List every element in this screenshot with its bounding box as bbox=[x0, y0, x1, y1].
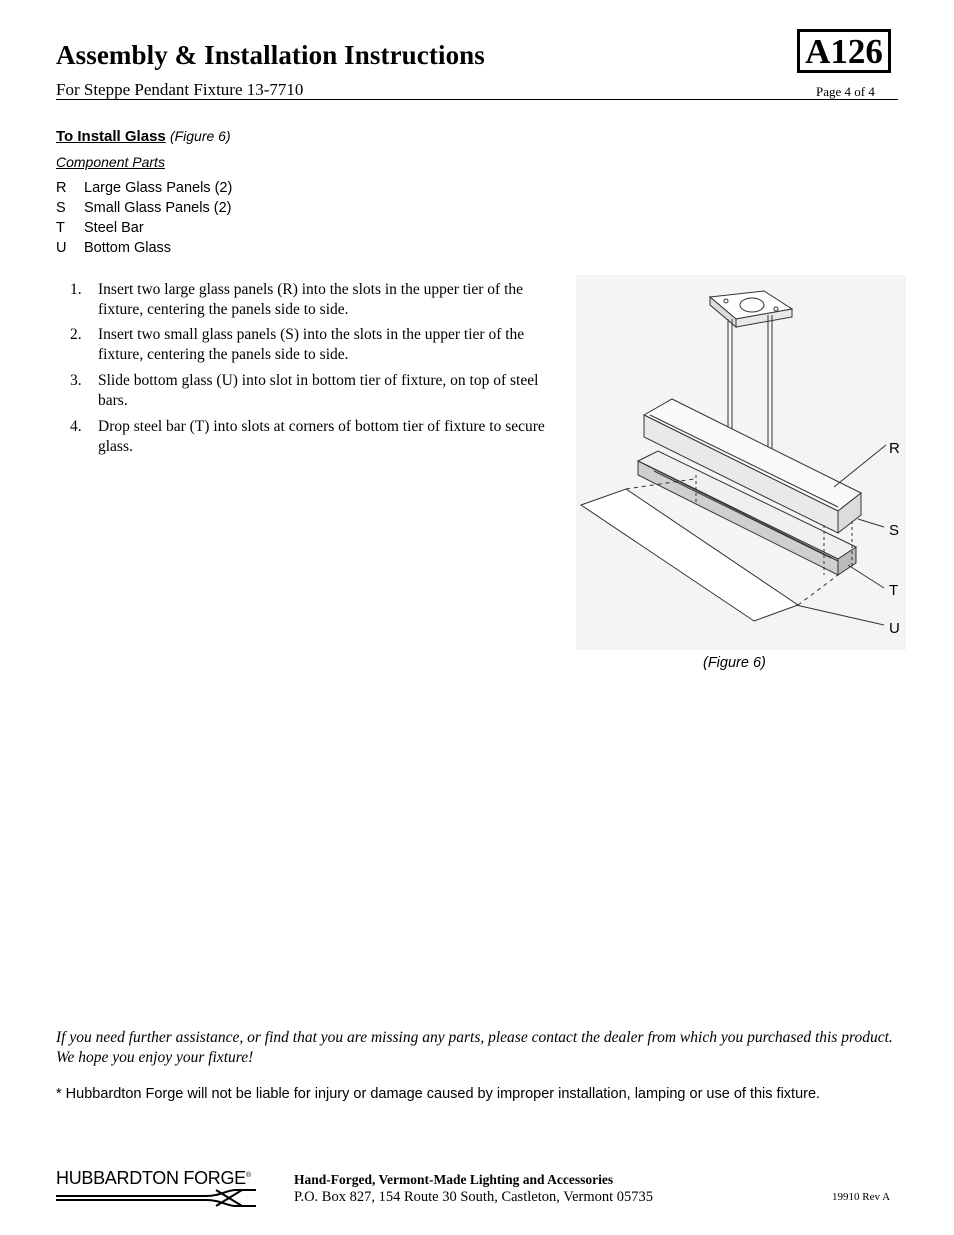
figure-label-U: U bbox=[889, 620, 900, 637]
step-number: 2. bbox=[70, 326, 82, 343]
part-item bbox=[56, 200, 231, 216]
part-label: Large Glass Panels (2) bbox=[84, 180, 233, 196]
part-key: T bbox=[56, 220, 65, 236]
hubbardton-forge-logo bbox=[56, 1168, 262, 1208]
figure-label-T: T bbox=[889, 582, 899, 599]
footer-address: P.O. Box 827, 154 Route 30 South, Castleton, Vermont 05735 bbox=[294, 1189, 654, 1205]
figure-label-R: R bbox=[889, 440, 900, 457]
page-number: Page 4 of 4 bbox=[816, 84, 875, 99]
assistance-note: If you need further assistance, or find that you are missing any parts, please contact the dealer from which you purchased this product. We hope you enjoy your fixture! bbox=[56, 1029, 893, 1066]
part-label: Steel Bar bbox=[84, 220, 144, 236]
instruction-step bbox=[70, 325, 554, 364]
part-item bbox=[56, 240, 171, 256]
logo-wordmark: HUBBARDTON FORGE® bbox=[56, 1168, 251, 1188]
part-item bbox=[56, 220, 144, 236]
header-divider bbox=[56, 99, 898, 100]
step-number: 3. bbox=[70, 372, 82, 389]
part-label: Small Glass Panels (2) bbox=[84, 200, 232, 216]
part-key: R bbox=[56, 180, 67, 196]
figure-6-illustration bbox=[576, 275, 906, 650]
instruction-step bbox=[70, 280, 554, 319]
step-text: Insert two large glass panels (R) into the slots in the upper tier of the fixture, centering the panels side to side. bbox=[98, 281, 524, 318]
instruction-step bbox=[70, 371, 554, 410]
instruction-step bbox=[70, 417, 554, 456]
part-label: Bottom Glass bbox=[84, 240, 172, 256]
section-figure-ref: (Figure 6) bbox=[169, 128, 231, 144]
step-number: 4. bbox=[70, 418, 82, 435]
figure-label-S: S bbox=[889, 522, 900, 539]
component-parts-heading: Component Parts bbox=[56, 154, 165, 170]
figure-caption: (Figure 6) bbox=[703, 655, 766, 671]
document-revision: 19910 Rev A bbox=[832, 1191, 891, 1203]
tongs-icon bbox=[56, 1168, 262, 1208]
page-subtitle: For Steppe Pendant Fixture 13-7710 bbox=[56, 80, 304, 99]
step-text: Insert two small glass panels (S) into the slots in the upper tier of the fixture, centering the panels side to side. bbox=[98, 326, 525, 363]
step-text: Slide bottom glass (U) into slot in bottom tier of fixture, on top of steel bars. bbox=[98, 372, 539, 409]
step-text: Drop steel bar (T) into slots at corners of bottom tier of fixture to secure glass. bbox=[98, 418, 545, 455]
part-key: S bbox=[56, 200, 66, 216]
page-title: Assembly & Installation Instructions bbox=[56, 40, 485, 70]
part-key: U bbox=[56, 240, 67, 256]
part-item bbox=[56, 180, 232, 196]
step-number: 1. bbox=[70, 281, 82, 298]
section-heading bbox=[56, 128, 231, 145]
liability-disclaimer: * Hubbardton Forge will not be liable for injury or damage caused by improper installation, lamping or use of this fixture. bbox=[56, 1086, 821, 1102]
document-code-badge: A126 bbox=[797, 29, 891, 73]
footer-tagline: Hand-Forged, Vermont-Made Lighting and Accessories bbox=[294, 1172, 614, 1187]
section-title: To Install Glass bbox=[56, 128, 166, 145]
